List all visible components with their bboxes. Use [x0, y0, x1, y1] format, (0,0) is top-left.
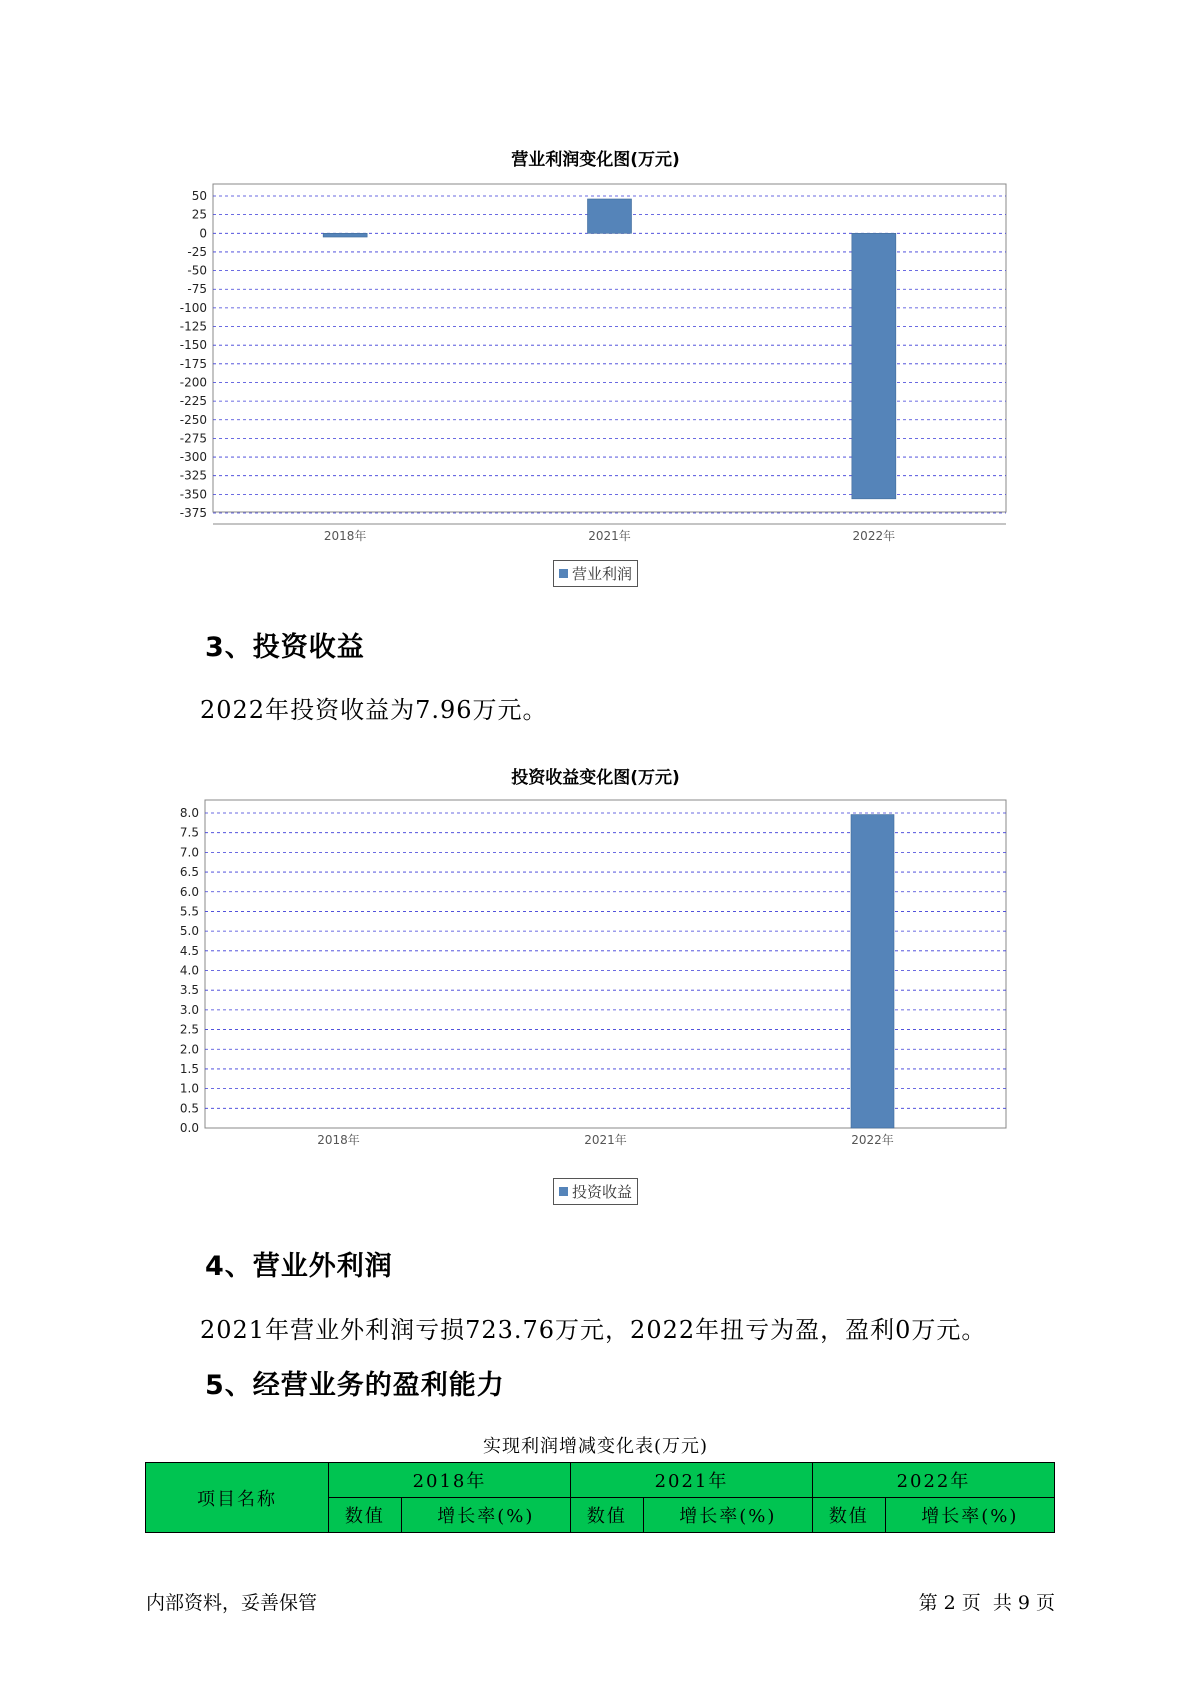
section5-heading: 5、经营业务的盈利能力 [205, 1370, 505, 1401]
y-tick-label: 0.0 [179, 1121, 199, 1135]
section4-heading: 4、营业外利润 [205, 1251, 393, 1282]
chart1-legend-label: 营业利润 [572, 565, 633, 583]
y-tick-label: 7.5 [179, 825, 199, 840]
value-header: 数值 [812, 1498, 885, 1533]
x-tick-label: 2022年 [851, 1133, 894, 1147]
footer-page-number: 第 2 页 共 9 页 [918, 1592, 1055, 1614]
y-tick-label: 4.0 [179, 963, 199, 978]
y-tick-label: 6.5 [179, 865, 199, 880]
chart2-title: 投资收益变化图(万元) [511, 768, 680, 788]
y-tick-label: -300 [179, 450, 207, 465]
y-tick-label: 50 [191, 189, 207, 203]
y-tick-label: -325 [179, 468, 207, 483]
item-name-header: 项目名称 [146, 1463, 329, 1533]
growth-header: 增长率(%) [401, 1498, 570, 1533]
chart2-legend-swatch [559, 1187, 568, 1196]
y-tick-label: -100 [179, 300, 207, 315]
y-tick-label: 5.0 [179, 924, 199, 939]
profit-change-table [145, 1462, 1055, 1533]
y-tick-label: -175 [179, 356, 207, 371]
y-tick-label: 2.5 [179, 1022, 199, 1037]
y-tick-label: -250 [179, 412, 207, 427]
x-tick-label: 2018年 [317, 1133, 360, 1147]
y-tick-label: 1.0 [179, 1081, 199, 1096]
y-tick-label: 6.0 [179, 884, 199, 899]
y-tick-label: 4.5 [179, 943, 199, 958]
y-tick-label: 0 [199, 226, 207, 241]
x-tick-label: 2021年 [588, 529, 631, 543]
year-header: 2021年 [570, 1463, 812, 1498]
y-tick-label: 1.5 [179, 1061, 199, 1076]
y-tick-label: -75 [187, 282, 207, 297]
chart1-legend-swatch [559, 569, 568, 578]
x-tick-label: 2022年 [852, 529, 896, 543]
chart2-legend [553, 1178, 638, 1205]
bar [588, 199, 632, 233]
y-tick-label: -150 [179, 338, 207, 353]
y-tick-label: 2.0 [179, 1042, 199, 1057]
table-header-row [146, 1463, 1055, 1498]
footer-confidential: 内部资料，妥善保管 [146, 1592, 318, 1614]
bar [851, 815, 894, 1128]
investment-income-chart [0, 790, 1191, 1170]
x-tick-label: 2021年 [584, 1133, 627, 1147]
y-tick-label: 8.0 [179, 806, 199, 820]
y-tick-label: -225 [179, 394, 207, 409]
section3-text: 2022年投资收益为7.96万元。 [200, 696, 548, 724]
y-tick-label: 7.0 [179, 845, 199, 860]
y-tick-label: -25 [187, 244, 207, 259]
section3-heading: 3、投资收益 [205, 632, 365, 663]
chart1-title: 营业利润变化图(万元) [511, 150, 680, 170]
year-header: 2018年 [329, 1463, 571, 1498]
y-tick-label: 5.5 [179, 904, 199, 919]
y-tick-label: -275 [179, 431, 207, 446]
y-tick-label: 25 [191, 207, 207, 222]
y-tick-label: 0.5 [179, 1101, 199, 1116]
bar [323, 233, 367, 237]
y-tick-label: -50 [187, 263, 207, 278]
value-header: 数值 [329, 1498, 402, 1533]
value-header: 数值 [570, 1498, 643, 1533]
chart1-legend [553, 560, 638, 587]
year-header: 2022年 [812, 1463, 1054, 1498]
growth-header: 增长率(%) [885, 1498, 1054, 1533]
y-tick-label: -200 [179, 375, 207, 390]
growth-header: 增长率(%) [643, 1498, 812, 1533]
chart2-legend-label: 投资收益 [572, 1183, 633, 1201]
y-tick-label: -125 [179, 319, 207, 334]
operating-profit-chart [0, 0, 1191, 560]
table-caption: 实现利润增减变化表(万元) [482, 1436, 709, 1457]
bar [852, 233, 896, 499]
y-tick-label: 3.0 [179, 1002, 199, 1017]
y-tick-label: -375 [179, 506, 207, 520]
x-tick-label: 2018年 [323, 529, 367, 543]
section4-text: 2021年营业外利润亏损723.76万元，2022年扭亏为盈，盈利0万元。 [200, 1316, 987, 1344]
y-tick-label: -350 [179, 487, 207, 502]
y-tick-label: 3.5 [179, 983, 199, 998]
